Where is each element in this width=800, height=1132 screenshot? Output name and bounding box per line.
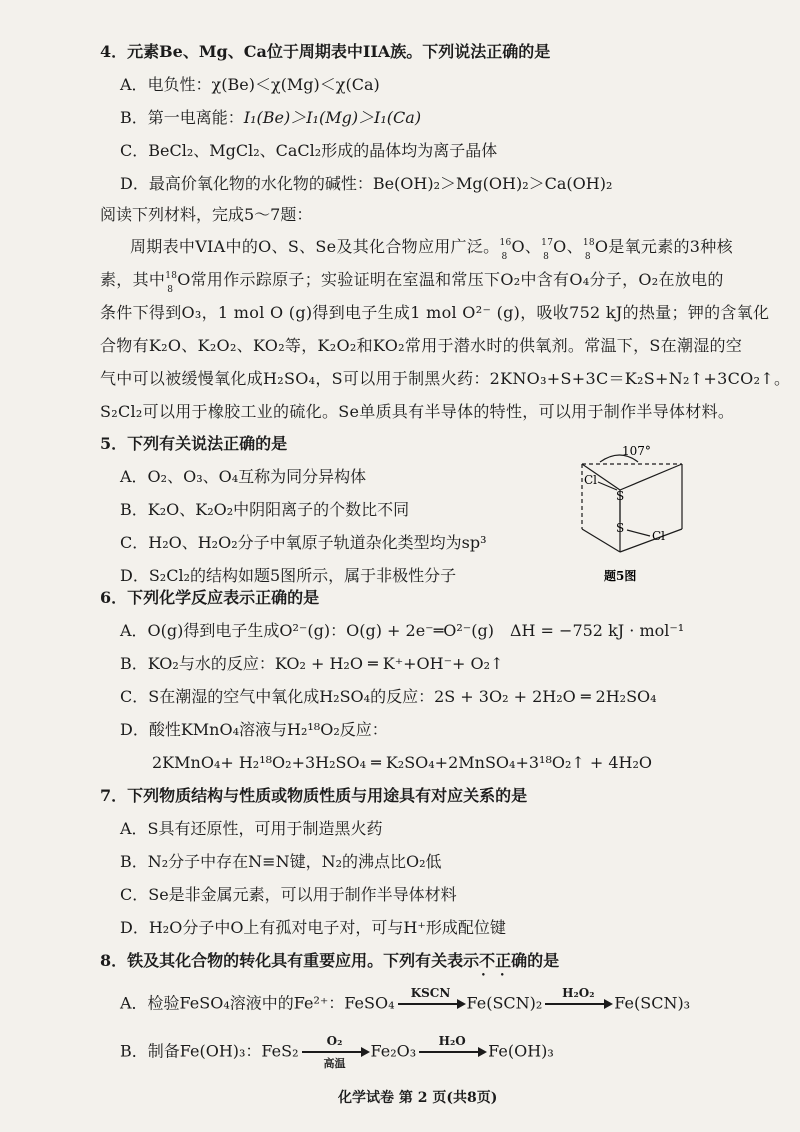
reaction-arrow-h2o: H₂O <box>419 1040 485 1064</box>
q6-option-d-equation: 2KMnO₄+ H₂¹⁸O₂+3H₂SO₄ ═ K₂SO₄+2MnSO₄+3¹⁸O₂↑ + 4H₂O <box>152 753 653 772</box>
reading-line-2-tail: O常用作示踪原子；实验证明在室温和常压下O₂中含有O₄分子，O₂在放电的 <box>177 270 724 289</box>
isotope-17o: 17 8 <box>541 238 554 262</box>
q4-option-b-label: B．第一电离能： <box>120 108 244 127</box>
reaction-arrow-o2: O₂ 高温 <box>302 1040 368 1064</box>
q6-option-b: B．KO₂与水的反应：KO₂ + H₂O ═ K⁺+OH⁻+ O₂↑ <box>120 654 504 673</box>
isotope-16o: 16 8 <box>499 238 512 262</box>
q6-option-c: C．S在潮湿的空气中氧化成H₂SO₄的反应：2S + 3O₂ + 2H₂O ═ 2H₂SO₄ <box>120 687 657 706</box>
fig-atom-s-2: S <box>616 521 625 535</box>
fig-atom-s-1: S <box>616 489 625 503</box>
q8-stem-emphasis: 不正确 • • <box>479 951 527 970</box>
q8-stem-tail: 的是 <box>527 951 560 970</box>
reading-line-2 <box>100 270 724 295</box>
fig-atom-cl-1: Cl <box>584 473 598 487</box>
q7-option-c: C．Se是非金属元素，可以用于制作半导体材料 <box>120 885 457 904</box>
q8-option-a-product: Fe(SCN)₃ <box>614 993 691 1013</box>
q5-option-d: D．S₂Cl₂的结构如题5图所示，属于非极性分子 <box>120 566 457 585</box>
q8-option-a-head: A．检验FeSO₄溶液中的Fe²⁺：FeSO₄ <box>120 993 395 1013</box>
q4-option-b <box>120 108 421 128</box>
q8-option-b-product: Fe(OH)₃ <box>488 1041 554 1061</box>
q8-option-b-mid: Fe₂O₃ <box>370 1041 417 1061</box>
page-footer: 化学试卷 第 2 页(共8页) <box>338 1090 498 1106</box>
reaction-arrow-h2o2: H₂O₂ <box>545 992 611 1016</box>
q8-option-b-head: B．制备Fe(OH)₃：FeS₂ <box>120 1041 299 1061</box>
reaction-arrow-kscn: KSCN <box>398 992 464 1016</box>
q4-option-b-formula: I₁(Be)＞I₁(Mg)＞I₁(Ca) <box>243 108 422 127</box>
reading-line-6: S₂Cl₂可以用于橡胶工业的硫化。Se单质具有半导体的特性，可以用于制作半导体材料。 <box>100 402 735 421</box>
q8-option-a-mid: Fe(SCN)₂ <box>466 993 543 1013</box>
reading-line-1-tail: O是氧元素的3种核 <box>594 237 733 256</box>
q5-stem: 5．下列有关说法正确的是 <box>100 434 288 453</box>
reading-line-2-head: 素，其中 <box>100 270 166 289</box>
q8-stem <box>100 951 559 971</box>
q7-option-b: B．N₂分子中存在N≡N键，N₂的沸点比O₂低 <box>120 852 442 871</box>
q6-option-d: D．酸性KMnO₄溶液与H₂¹⁸O₂反应： <box>120 720 388 739</box>
q6-option-a: A．O(g)得到电子生成O²⁻(g)：O(g) + 2e⁻═O²⁻(g) ΔH = −752 kJ · mol⁻¹ <box>120 621 685 640</box>
q8-option-a <box>120 986 691 1016</box>
reading-line-1-text: 周期表中VIA中的O、S、Se及其化合物应用广泛。 <box>130 237 500 256</box>
isotope-18o: 18 8 <box>582 238 595 262</box>
q7-option-d: D．H₂O分子中O上有孤对电子对，可与H⁺形成配位键 <box>120 918 506 937</box>
reading-intro: 阅读下列材料，完成5～7题： <box>100 205 313 224</box>
q6-stem: 6．下列化学反应表示正确的是 <box>100 588 320 607</box>
q5-option-b: B．K₂O、K₂O₂中阴阳离子的个数比不同 <box>120 500 410 519</box>
reading-line-1: 周期表中VIA中的O、S、Se及其化合物应用广泛。 16 8 O、 17 8 O、 18 8 O是氧元素的3种核 <box>130 237 733 262</box>
q4-stem: 4．元素Be、Mg、Ca位于周期表中IIA族。下列说法正确的是 <box>100 42 551 61</box>
q7-stem: 7．下列物质结构与性质或物质性质与用途具有对应关系的是 <box>100 786 528 805</box>
q5-option-a: A．O₂、O₃、O₄互称为同分异构体 <box>120 467 367 486</box>
s2cl2-structure-figure <box>572 444 702 589</box>
q4-option-c: C．BeCl₂、MgCl₂、CaCl₂形成的晶体均为离子晶体 <box>120 141 498 160</box>
q4-option-a: A．电负性：χ(Be)＜χ(Mg)＜χ(Ca) <box>120 75 380 94</box>
reading-line-3: 条件下得到O₃，1 mol O (g)得到电子生成1 mol O²⁻ (g)，吸收752 kJ的热量；钾的含氧化 <box>100 303 770 322</box>
isotope-18o-tracer: 18 8 <box>165 271 178 295</box>
q8-stem-text: 8．铁及其化合物的转化具有重要应用。下列有关表示 <box>100 951 480 970</box>
q5-option-c: C．H₂O、H₂O₂分子中氧原子轨道杂化类型均为sp³ <box>120 533 487 552</box>
q7-option-a: A．S具有还原性，可用于制造黑火药 <box>120 819 383 838</box>
fig-caption: 题5图 <box>604 569 637 583</box>
reading-line-4: 合物有K₂O、K₂O₂、KO₂等，K₂O₂和KO₂常用于潜水时的供氧剂。常温下，S在潮湿的空 <box>100 336 743 355</box>
q4-option-d: D．最高价氧化物的水化物的碱性：Be(OH)₂＞Mg(OH)₂＞Ca(OH)₂ <box>120 174 613 193</box>
fig-atom-cl-2: Cl <box>652 529 666 543</box>
reading-line-5: 气中可以被缓慢氧化成H₂SO₄，S可以用于制黑火药：2KNO₃+S+3C＝K₂S+N₂↑+3CO₂↑。 <box>100 369 791 388</box>
fig-angle-label: 107° <box>622 444 651 458</box>
q8-option-b <box>120 1034 554 1070</box>
